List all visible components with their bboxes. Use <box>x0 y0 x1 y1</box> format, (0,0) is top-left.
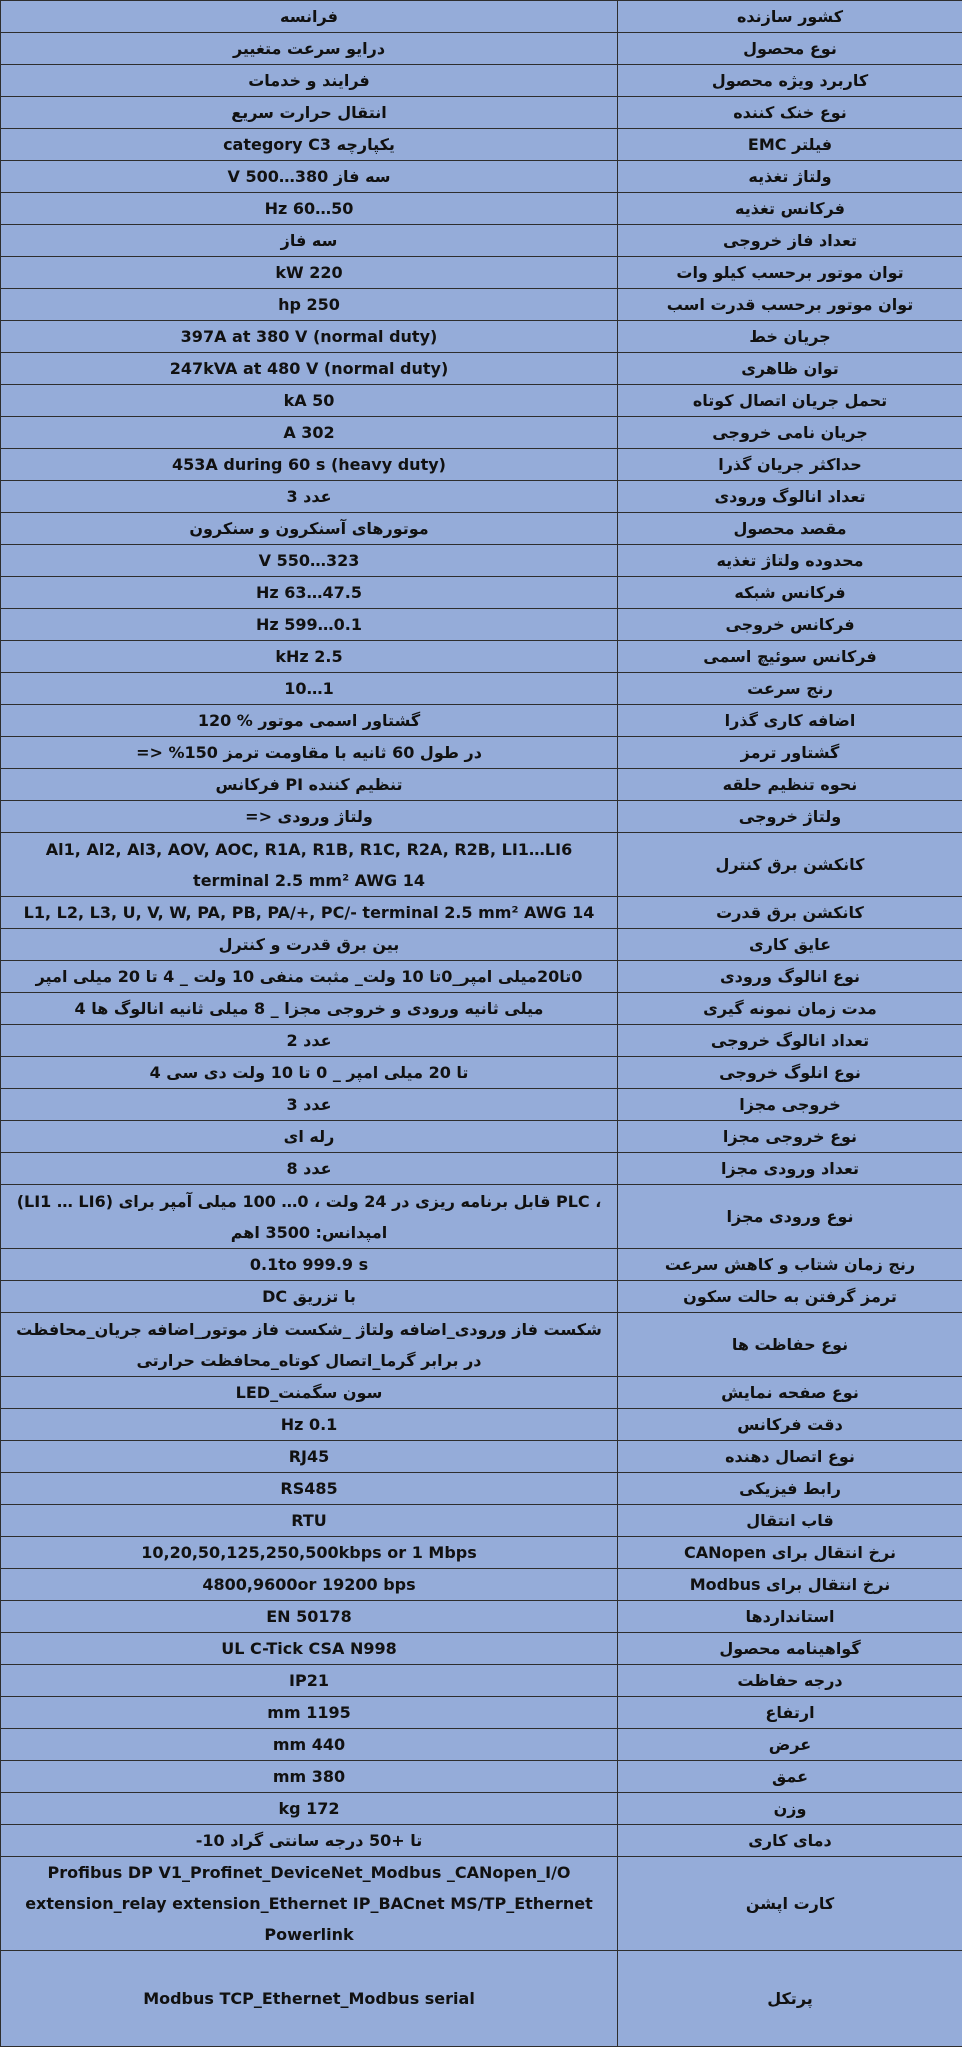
spec-label: فرکانس تغذیه <box>618 193 962 225</box>
spec-row <box>1 1153 962 1185</box>
spec-label: درجه حفاظت <box>618 1665 962 1697</box>
spec-label: کانکشن برق کنترل <box>618 833 962 897</box>
spec-value: 247kVA at 480 V (normal duty) <box>1 353 618 385</box>
spec-label: خروجی مجزا <box>618 1089 962 1121</box>
spec-value: 0.1 Hz <box>1 1409 618 1441</box>
spec-row <box>1 1569 962 1601</box>
spec-value: میلی ثانیه ورودی و خروجی مجزا _ 8 میلی ثانیه انالوگ ها 4 <box>1 993 618 1025</box>
spec-row <box>1 289 962 321</box>
spec-row <box>1 673 962 705</box>
spec-row <box>1 545 962 577</box>
spec-row <box>1 1857 962 1951</box>
spec-value: L1, L2, L3, U, V, W, PA, PB, PA/+, PC/- terminal 2.5 mm² AWG 14 <box>1 897 618 929</box>
spec-row <box>1 1313 962 1377</box>
spec-row <box>1 449 962 481</box>
spec-label: عمق <box>618 1761 962 1793</box>
spec-label: نوع صفحه نمایش <box>618 1377 962 1409</box>
spec-row <box>1 1121 962 1153</box>
spec-row <box>1 1665 962 1697</box>
spec-row <box>1 513 962 545</box>
spec-row <box>1 1537 962 1569</box>
spec-row <box>1 97 962 129</box>
spec-row <box>1 769 962 801</box>
spec-row <box>1 257 962 289</box>
spec-row <box>1 961 962 993</box>
spec-label: گشتاور ترمز <box>618 737 962 769</box>
spec-value: 10,20,50,125,250,500kbps or 1 Mbps <box>1 1537 618 1569</box>
spec-label: جریان خط <box>618 321 962 353</box>
spec-value: ، PLC قابل برنامه ریزی در 24 ولت ، 0… 100 میلی آمپر برای (LI1 … LI6) امپدانس: 3500 اهم <box>1 1185 618 1249</box>
spec-row <box>1 993 962 1025</box>
spec-label: نوع اتصال دهنده <box>618 1441 962 1473</box>
spec-label: جریان نامی خروجی <box>618 417 962 449</box>
spec-label: رنج زمان شتاب و کاهش سرعت <box>618 1249 962 1281</box>
spec-value: تا 20 میلی امپر _ 0 تا 10 ولت دی سی 4 <box>1 1057 618 1089</box>
spec-value: Profibus DP V1_Profinet_DeviceNet_Modbus _CANopen_I/O extension_relay extension_Ethernet IP_BACnet MS/TP_Ethernet Powerlink <box>1 1857 618 1951</box>
spec-label: نرخ انتقال برای Modbus <box>618 1569 962 1601</box>
spec-value: 1195 mm <box>1 1697 618 1729</box>
spec-label: استانداردها <box>618 1601 962 1633</box>
spec-row <box>1 897 962 929</box>
spec-value: عدد 3 <box>1 1089 618 1121</box>
spec-label: ترمز گرفتن به حالت سکون <box>618 1281 962 1313</box>
spec-label: قاب انتقال <box>618 1505 962 1537</box>
spec-row <box>1 1473 962 1505</box>
spec-label: دقت فرکانس <box>618 1409 962 1441</box>
spec-label: کانکشن برق قدرت <box>618 897 962 929</box>
spec-label: گواهینامه محصول <box>618 1633 962 1665</box>
spec-row <box>1 129 962 161</box>
spec-label: نوع انلوگ خروجی <box>618 1057 962 1089</box>
spec-value: Al1, Al2, Al3, AOV, AOC, R1A, R1B, R1C, R2A, R2B, LI1…LI6 terminal 2.5 mm² AWG 14 <box>1 833 618 897</box>
spec-label: ولتاژ تغذیه <box>618 161 962 193</box>
spec-value: RJ45 <box>1 1441 618 1473</box>
spec-row <box>1 801 962 833</box>
spec-value: 172 kg <box>1 1793 618 1825</box>
spec-value: سون سگمنت_LED <box>1 1377 618 1409</box>
spec-label: پرتکل <box>618 1951 962 2047</box>
spec-label: فیلتر EMC <box>618 129 962 161</box>
spec-label: فرکانس شبکه <box>618 577 962 609</box>
spec-label: کارت اپشن <box>618 1857 962 1951</box>
spec-value: IP21 <box>1 1665 618 1697</box>
spec-value: 323…550 V <box>1 545 618 577</box>
spec-label: تعداد انالوگ خروجی <box>618 1025 962 1057</box>
spec-label: فرکانس خروجی <box>618 609 962 641</box>
spec-value: RTU <box>1 1505 618 1537</box>
spec-label: اضافه کاری گذرا <box>618 705 962 737</box>
spec-label: دمای کاری <box>618 1825 962 1857</box>
spec-value: 1…10 <box>1 673 618 705</box>
spec-row <box>1 161 962 193</box>
spec-row <box>1 609 962 641</box>
spec-label: تحمل جریان اتصال کوتاه <box>618 385 962 417</box>
spec-row <box>1 33 962 65</box>
spec-label: تعداد ورودی مجزا <box>618 1153 962 1185</box>
spec-value: در طول 60 ثانیه با مقاومت ترمز 150% <= <box>1 737 618 769</box>
spec-table-body <box>1 1 962 2047</box>
spec-row <box>1 641 962 673</box>
spec-value: 397A at 380 V (normal duty) <box>1 321 618 353</box>
spec-row <box>1 1 962 33</box>
spec-label: توان ظاهری <box>618 353 962 385</box>
spec-value: تا +50 درجه سانتی گراد 10- <box>1 1825 618 1857</box>
spec-label: نوع ورودی مجزا <box>618 1185 962 1249</box>
spec-value: 453A during 60 s (heavy duty) <box>1 449 618 481</box>
spec-row <box>1 481 962 513</box>
spec-row <box>1 929 962 961</box>
spec-value: 250 hp <box>1 289 618 321</box>
spec-value: RS485 <box>1 1473 618 1505</box>
spec-label: نوع انالوگ ورودی <box>618 961 962 993</box>
spec-value: 0.1…599 Hz <box>1 609 618 641</box>
spec-value: بین برق قدرت و کنترل <box>1 929 618 961</box>
spec-value: سه فاز 380…500 V <box>1 161 618 193</box>
spec-label: محدوده ولتاژ تغذیه <box>618 545 962 577</box>
spec-label: عایق کاری <box>618 929 962 961</box>
spec-value: درایو سرعت متغییر <box>1 33 618 65</box>
spec-label: توان موتور برحسب قدرت اسب <box>618 289 962 321</box>
spec-row <box>1 1441 962 1473</box>
spec-value: 440 mm <box>1 1729 618 1761</box>
spec-value: 380 mm <box>1 1761 618 1793</box>
spec-row <box>1 321 962 353</box>
spec-value: سه فاز <box>1 225 618 257</box>
spec-row <box>1 1761 962 1793</box>
spec-row <box>1 385 962 417</box>
spec-value: 50…60 Hz <box>1 193 618 225</box>
spec-label: نوع خنک کننده <box>618 97 962 129</box>
spec-row <box>1 1729 962 1761</box>
spec-row <box>1 1089 962 1121</box>
spec-label: نوع حفاظت ها <box>618 1313 962 1377</box>
spec-row <box>1 1505 962 1537</box>
spec-label: نرخ انتقال برای CANopen <box>618 1537 962 1569</box>
spec-label: ارتفاع <box>618 1697 962 1729</box>
spec-label: ولتاژ خروجی <box>618 801 962 833</box>
spec-value: 0تا20میلی امپر_0تا 10 ولت_ مثبت منفی 10 ولت _ 4 تا 20 میلی امپر <box>1 961 618 993</box>
spec-label: عرض <box>618 1729 962 1761</box>
spec-value: 0.1to 999.9 s <box>1 1249 618 1281</box>
spec-row <box>1 1185 962 1249</box>
spec-value: فرانسه <box>1 1 618 33</box>
spec-row <box>1 1281 962 1313</box>
spec-value: فرایند و خدمات <box>1 65 618 97</box>
spec-row <box>1 1601 962 1633</box>
spec-value: 302 A <box>1 417 618 449</box>
spec-label: حداکثر جریان گذرا <box>618 449 962 481</box>
spec-row <box>1 833 962 897</box>
spec-label: وزن <box>618 1793 962 1825</box>
spec-value: Modbus TCP_Ethernet_Modbus serial <box>1 1951 618 2047</box>
spec-label: نوع خروجی مجزا <box>618 1121 962 1153</box>
spec-row <box>1 1025 962 1057</box>
spec-value: 47.5…63 Hz <box>1 577 618 609</box>
spec-row <box>1 1249 962 1281</box>
spec-value: با تزریق DC <box>1 1281 618 1313</box>
spec-row <box>1 353 962 385</box>
spec-row <box>1 1057 962 1089</box>
spec-row <box>1 705 962 737</box>
spec-value: 50 kA <box>1 385 618 417</box>
spec-label: کشور سازنده <box>618 1 962 33</box>
spec-value: عدد 3 <box>1 481 618 513</box>
spec-label: توان موتور برحسب کیلو وات <box>618 257 962 289</box>
spec-value: 2.5 kHz <box>1 641 618 673</box>
spec-row <box>1 417 962 449</box>
spec-value: 220 kW <box>1 257 618 289</box>
spec-value: یکپارچه category C3 <box>1 129 618 161</box>
spec-label: رابط فیزیکی <box>618 1473 962 1505</box>
spec-value: تنظیم کننده PI فرکانس <box>1 769 618 801</box>
spec-row <box>1 225 962 257</box>
spec-value: 4800,9600or 19200 bps <box>1 1569 618 1601</box>
spec-label: فرکانس سوئیچ اسمی <box>618 641 962 673</box>
spec-row <box>1 1633 962 1665</box>
spec-row <box>1 1409 962 1441</box>
spec-label: نوع محصول <box>618 33 962 65</box>
spec-row <box>1 577 962 609</box>
spec-label: تعداد فاز خروجی <box>618 225 962 257</box>
spec-value: موتورهای آسنکرون و سنکرون <box>1 513 618 545</box>
spec-value: شکست فاز ورودی_اضافه ولتاژ _شکست فاز موتور_اضافه جریان_محافظت در برابر گرما_اتصال کوتاه_محافظت حرارتی <box>1 1313 618 1377</box>
spec-value: ولتاژ ورودی <= <box>1 801 618 833</box>
spec-value: رله ای <box>1 1121 618 1153</box>
spec-value: عدد 8 <box>1 1153 618 1185</box>
spec-value: گشتاور اسمی موتور % 120 <box>1 705 618 737</box>
spec-value: EN 50178 <box>1 1601 618 1633</box>
spec-row <box>1 1793 962 1825</box>
spec-label: رنج سرعت <box>618 673 962 705</box>
spec-label: تعداد انالوگ ورودی <box>618 481 962 513</box>
spec-value: عدد 2 <box>1 1025 618 1057</box>
spec-row <box>1 1377 962 1409</box>
spec-value: UL C-Tick CSA N998 <box>1 1633 618 1665</box>
spec-row <box>1 65 962 97</box>
spec-label: نحوه تنظیم حلقه <box>618 769 962 801</box>
spec-row <box>1 1951 962 2047</box>
spec-row <box>1 737 962 769</box>
spec-row <box>1 193 962 225</box>
spec-label: کاربرد ویژه محصول <box>618 65 962 97</box>
spec-label: مقصد محصول <box>618 513 962 545</box>
spec-label: مدت زمان نمونه گیری <box>618 993 962 1025</box>
spec-row <box>1 1697 962 1729</box>
spec-row <box>1 1825 962 1857</box>
spec-value: انتقال حرارت سریع <box>1 97 618 129</box>
